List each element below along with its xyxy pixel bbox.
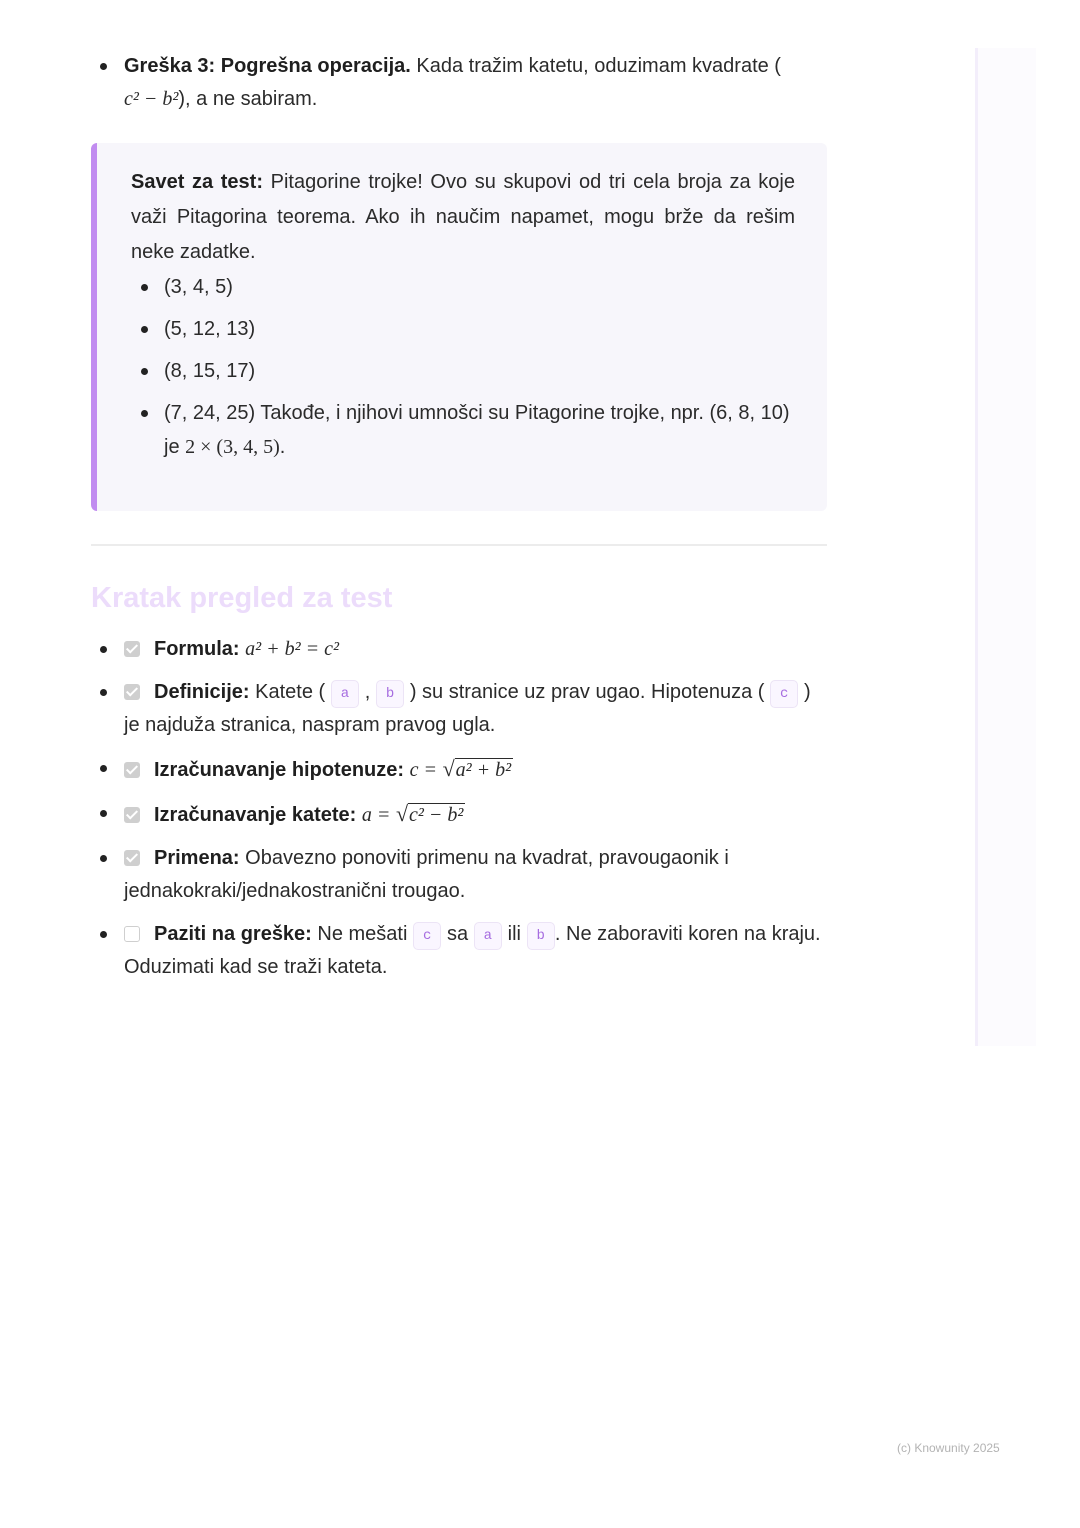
triple-multiple-formula: 2 × (3, 4, 5) [185,436,280,458]
item-label: Primena: [154,847,240,869]
code-chip-a: a [474,922,502,950]
item-text: ) su stranice uz prav ugao. Hipotenuza ( [409,681,765,703]
error-text-end: ), a ne sabiram. [178,88,318,110]
item-label: Formula: [154,638,240,660]
error-formula: c² − b² [124,88,179,110]
item-label: Definicije: [154,681,250,703]
item-text: sa [441,923,474,945]
item-text: , [364,681,371,703]
sqrt-expression: √a² + b² [442,756,512,781]
code-chip-c: c [770,680,798,708]
tip-callout [91,143,827,511]
checklist-item-definitions [92,676,827,742]
triple-item: (8, 15, 17) [131,354,795,388]
triples-list [131,270,795,464]
item-label: Paziti na greške: [154,923,312,945]
triple-item [131,396,795,464]
error-label: Greška 3: Pogrešna operacija. [124,55,411,77]
error-text: Kada tražim katetu, oduzimam kvadrate ( [410,55,781,77]
code-chip-a: a [331,680,359,708]
triple-note-end: . [279,436,286,458]
checkbox-checked[interactable] [124,807,140,823]
tip-text: Pitagorine trojke! Ovo su skupovi od tri cela broja za koje važi Pitagorina teorema. Ako ih naučim napamet, mogu brže da rešim neke zadatke. [131,171,795,263]
item-text: ili [502,923,527,945]
sqrt-expression: √c² − b² [395,801,464,826]
item-label: Izračunavanje hipotenuze: [154,759,405,781]
tip-paragraph [131,165,795,270]
item-text: . Ne zaboraviti koren na kraju. Oduzimati kad se traži kateta. [124,923,821,978]
leg-formula-lhs: a = [361,804,391,826]
checkbox-checked[interactable] [124,641,140,657]
item-text: Obavezno ponoviti primenu na kvadrat, pravougaonik i jednakokraki/jednakostranični trougao. [124,847,729,902]
checklist-item-mistakes [92,918,827,984]
checkbox-checked[interactable] [124,762,140,778]
side-panel [975,48,1036,1046]
list-item [92,50,827,116]
item-text: ) je najduža stranica, naspram pravog ugla. [124,681,811,736]
copyright-footer: (c) Knowunity 2025 [897,1441,1000,1455]
error-list [92,50,827,116]
section-title: Kratak pregled za test [91,582,393,614]
checkbox-checked[interactable] [124,684,140,700]
radicand: c² − b² [409,804,464,826]
triple-note: (7, 24, 25) Takođe, i njihovi umnošci su Pitagorine trojke, npr. (6, 8, 10) je [164,402,790,458]
triple-item: (5, 12, 13) [131,312,795,346]
radicand: a² + b² [455,759,512,781]
review-checklist [92,633,827,994]
tip-label: Savet za test: [131,171,263,193]
checkbox-unchecked[interactable] [124,926,140,942]
checklist-item-leg [92,797,827,832]
hypotenuse-formula-lhs: c = [409,759,437,781]
item-text: Ne mešati [311,923,413,945]
checklist-item-formula [92,633,827,666]
item-text: Katete ( [249,681,326,703]
checklist-item-application [92,842,827,908]
item-label: Izračunavanje katete: [154,804,357,826]
code-chip-c: c [413,922,441,950]
checkbox-checked[interactable] [124,850,140,866]
code-chip-b: b [527,922,555,950]
checklist-item-hypotenuse [92,752,827,787]
triple-item: (3, 4, 5) [131,270,795,304]
pythagorean-formula: a² + b² = c² [245,638,339,660]
code-chip-b: b [376,680,404,708]
divider [91,544,827,546]
